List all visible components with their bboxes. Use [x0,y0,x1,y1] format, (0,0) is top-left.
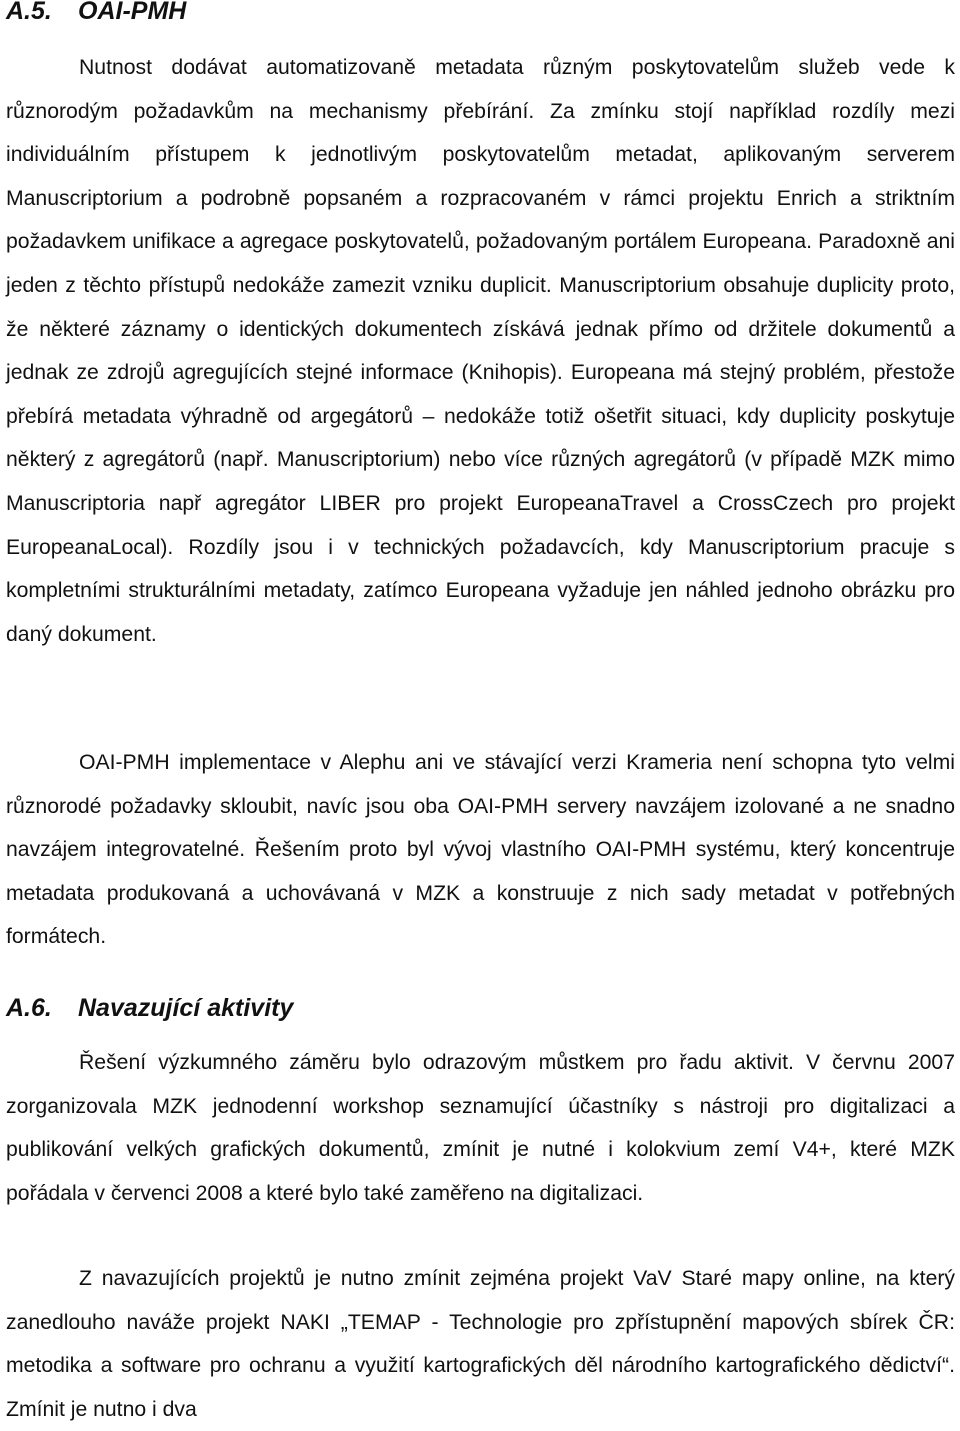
section-heading-a6 [6,988,293,1028]
section-heading-a5 [6,0,186,26]
section-title: OAI-PMH [78,0,187,25]
section-number: A.5. [6,0,52,25]
paragraph-oai-implementation: OAI-PMH implementace v Alephu ani ve stávající verzi Krameria není schopna tyto velmi různorodé požadavky skloubit, navíc jsou oba OAI-PMH servery navzájem izolované a ne snadno navzájem integrovatelné. Řešením proto byl vývoj vlastního OAI-PMH systému, který koncentruje metadata produkovaná a uchovávaná v MZK a konstruuje z nich sady metadat v potřebných formátech. [6,751,955,949]
section-title: Navazující aktivity [78,994,294,1022]
section-number: A.6. [6,994,52,1022]
paragraph-workshop: Řešení výzkumného záměru bylo odrazovým můstkem pro řadu aktivit. V červnu 2007 zorganizovala MZK jednodenní workshop seznamující účastníky s nástroji pro digitalizaci a publikování velkých grafických dokumentů, zmínit je nutné i kolokvium zemí V4+, které MZK pořádala v červenci 2008 a které bylo také zaměřeno na digitalizaci. [6,1051,955,1205]
paragraph-follow-up-projects: Z navazujících projektů je nutno zmínit zejména projekt VaV Staré mapy online, na který zanedlouho naváže projekt NAKI „TEMAP - Technologie pro zpřístupnění mapových sbírek ČR: metodika a software pro ochranu a využití kartografických děl národního kartografického dědictví“. Zmínit je nutno i dva [6,1267,955,1421]
paragraph-oai-needs: Nutnost dodávat automatizovaně metadata různým poskytovatelům služeb vede k různorodým požadavkům na mechanismy přebírání. Za zmínku stojí například rozdíly mezi individuálním přístupem k jednotlivým poskytovatelům metadat, aplikovaným serverem Manuscriptorium a podrobně popsaném a rozpracovaném v rámci projektu Enrich a striktním požadavkem unifikace a agregace poskytovatelů, požadovaným portálem Europeana. Paradoxně ani jeden z těchto přístupů nedokáže zamezit vzniku duplicit. Manuscriptorium obsahuje duplicity proto, že některé záznamy o identických dokumentech získává jednak přímo od držitele dokumentů a jednak ze zdrojů agregujících stejné informace (Knihopis). Europeana má stejný problém, přestože přebírá metadata výhradně od argegátorů – nedokáže totiž ošetřit situaci, kdy duplicity poskytuje některý z agregátorů (např. Manuscriptorium) nebo více různých agregátorů (v případě MZK mimo Manuscriptoria např agregátor LIBER pro projekt EuropeanaTravel a CrossCzech pro projekt EuropeanaLocal). Rozdíly jsou i v technických požadavcích, kdy Manuscriptorium pracuje s kompletními strukturálními metadaty, zatímco Europeana vyžaduje jen náhled jednoho obrázku pro daný dokument. [6,56,955,646]
